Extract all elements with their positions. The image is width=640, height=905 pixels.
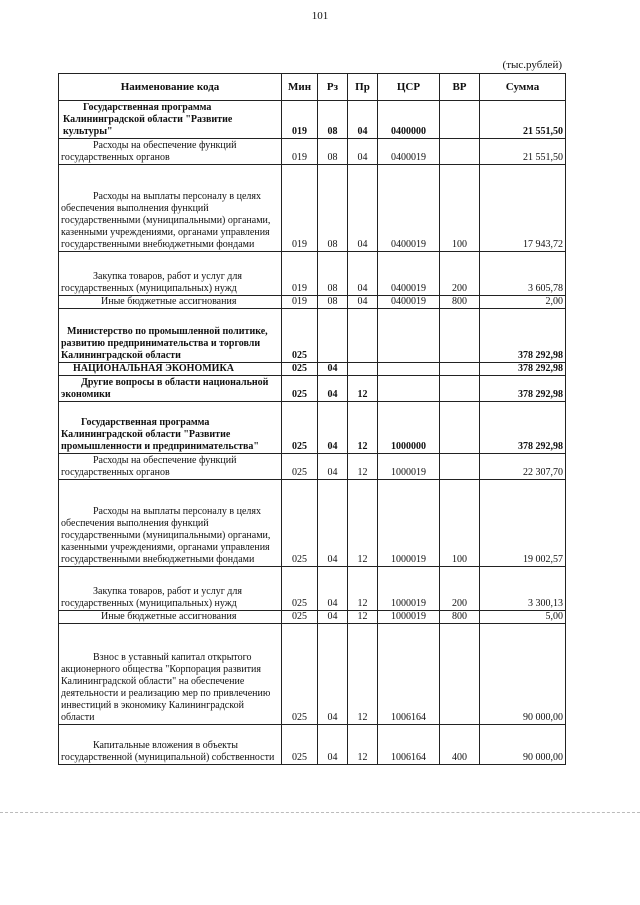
row-sum: 21 551,50 [480, 139, 566, 165]
row-name: Государственная программа Калининградской области "Развитие культуры" [59, 101, 282, 139]
row-rz: 04 [318, 480, 348, 567]
scan-artifact-line [0, 812, 640, 813]
row-min: 019 [282, 101, 318, 139]
row-min: 025 [282, 454, 318, 480]
table-row [59, 624, 566, 725]
row-pr: 04 [348, 252, 378, 296]
row-csr: 1000019 [378, 480, 440, 567]
row-vr [440, 363, 480, 376]
row-rz: 08 [318, 165, 348, 252]
row-min: 025 [282, 567, 318, 611]
row-csr [378, 309, 440, 363]
row-min: 025 [282, 309, 318, 363]
row-sum: 378 292,98 [480, 376, 566, 402]
row-vr [440, 309, 480, 363]
row-name: Расходы на выплаты персоналу в целях обеспечения выполнения функций государственными (муниципальными) органами, казенными учреждениями, органами управления государственными внебюджетными фондами [59, 165, 282, 252]
row-vr [440, 139, 480, 165]
table-row [59, 309, 566, 363]
row-csr: 0400019 [378, 165, 440, 252]
header-sum: Сумма [480, 74, 566, 101]
row-pr [348, 309, 378, 363]
row-sum: 3 605,78 [480, 252, 566, 296]
row-pr: 12 [348, 454, 378, 480]
table-row [59, 376, 566, 402]
row-sum: 19 002,57 [480, 480, 566, 567]
row-csr: 0400019 [378, 296, 440, 309]
row-min: 025 [282, 363, 318, 376]
page-number: 101 [311, 10, 329, 22]
row-csr: 1000019 [378, 611, 440, 624]
row-name: Закупка товаров, работ и услуг для государственных (муниципальных) нужд [59, 252, 282, 296]
row-rz: 04 [318, 363, 348, 376]
row-sum: 22 307,70 [480, 454, 566, 480]
row-rz: 04 [318, 402, 348, 454]
row-name: Расходы на выплаты персоналу в целях обеспечения выполнения функций государственными (муниципальными) органами, казенными учреждениями, органами управления государственными внебюджетными фондами [59, 480, 282, 567]
row-min: 025 [282, 402, 318, 454]
row-sum: 378 292,98 [480, 309, 566, 363]
row-name: Расходы на обеспечение функций государственных органов [59, 139, 282, 165]
row-pr: 12 [348, 480, 378, 567]
row-csr [378, 363, 440, 376]
row-min: 025 [282, 611, 318, 624]
row-pr: 12 [348, 402, 378, 454]
row-pr [348, 363, 378, 376]
row-name: Государственная программа Калининградской области "Развитие промышленности и предпринимательства" [59, 402, 282, 454]
row-csr: 1000000 [378, 402, 440, 454]
row-pr: 04 [348, 165, 378, 252]
row-pr: 12 [348, 725, 378, 765]
row-csr: 0400019 [378, 139, 440, 165]
row-rz: 04 [318, 611, 348, 624]
row-sum: 90 000,00 [480, 725, 566, 765]
table-row [59, 402, 566, 454]
row-rz: 04 [318, 454, 348, 480]
header-min: Мин [282, 74, 318, 101]
row-rz: 08 [318, 139, 348, 165]
table-row [59, 252, 566, 296]
table-row [59, 725, 566, 765]
row-vr: 800 [440, 611, 480, 624]
row-rz: 08 [318, 101, 348, 139]
row-vr: 400 [440, 725, 480, 765]
row-vr [440, 402, 480, 454]
table-row [59, 454, 566, 480]
unit-label: (тыс.рублей) [502, 59, 562, 71]
row-min: 025 [282, 376, 318, 402]
row-name: Иные бюджетные ассигнования [59, 296, 282, 309]
row-vr: 100 [440, 165, 480, 252]
row-pr: 12 [348, 624, 378, 725]
row-vr [440, 376, 480, 402]
table-row [59, 101, 566, 139]
table-row [59, 611, 566, 624]
row-csr: 1000019 [378, 454, 440, 480]
row-name: Расходы на обеспечение функций государственных органов [59, 454, 282, 480]
row-sum: 2,00 [480, 296, 566, 309]
row-pr: 12 [348, 567, 378, 611]
row-vr [440, 101, 480, 139]
row-min: 025 [282, 725, 318, 765]
row-name: Капитальные вложения в объекты государственной (муниципальной) собственности [59, 725, 282, 765]
row-csr: 1006164 [378, 624, 440, 725]
row-rz: 04 [318, 567, 348, 611]
row-rz: 04 [318, 376, 348, 402]
table-header-row [59, 74, 566, 101]
header-pr: Пр [348, 74, 378, 101]
row-name: Иные бюджетные ассигнования [59, 611, 282, 624]
row-vr [440, 624, 480, 725]
row-min: 019 [282, 296, 318, 309]
header-csr: ЦСР [378, 74, 440, 101]
row-sum: 3 300,13 [480, 567, 566, 611]
row-name: Другие вопросы в области национальной экономики [59, 376, 282, 402]
row-vr: 100 [440, 480, 480, 567]
row-pr: 04 [348, 296, 378, 309]
row-rz: 04 [318, 624, 348, 725]
row-csr: 0400019 [378, 252, 440, 296]
row-min: 019 [282, 165, 318, 252]
row-csr: 1000019 [378, 567, 440, 611]
row-vr: 200 [440, 567, 480, 611]
table-row [59, 296, 566, 309]
row-name: Закупка товаров, работ и услуг для государственных (муниципальных) нужд [59, 567, 282, 611]
row-rz: 04 [318, 725, 348, 765]
row-rz: 08 [318, 252, 348, 296]
header-rz: Рз [318, 74, 348, 101]
row-rz: 08 [318, 296, 348, 309]
row-vr: 200 [440, 252, 480, 296]
table-row [59, 363, 566, 376]
row-name: Взнос в уставный капитал открытого акционерного общества "Корпорация развития Калининградской области" на обеспечение деятельности и реализацию мер по привлечению инвестиций в экономику Калининградской области [59, 624, 282, 725]
row-name: Министерство по промышленной политике, развитию предпринимательства и торговли Калининградской области [59, 309, 282, 363]
table-row [59, 567, 566, 611]
budget-table [58, 73, 566, 765]
row-sum: 5,00 [480, 611, 566, 624]
row-vr: 800 [440, 296, 480, 309]
row-sum: 21 551,50 [480, 101, 566, 139]
row-sum: 17 943,72 [480, 165, 566, 252]
row-csr [378, 376, 440, 402]
row-min: 019 [282, 252, 318, 296]
row-csr: 0400000 [378, 101, 440, 139]
table-row [59, 165, 566, 252]
row-sum: 90 000,00 [480, 624, 566, 725]
row-csr: 1006164 [378, 725, 440, 765]
table-row [59, 480, 566, 567]
row-min: 019 [282, 139, 318, 165]
row-sum: 378 292,98 [480, 363, 566, 376]
row-vr [440, 454, 480, 480]
row-pr: 12 [348, 611, 378, 624]
row-rz [318, 309, 348, 363]
row-sum: 378 292,98 [480, 402, 566, 454]
header-vr: ВР [440, 74, 480, 101]
row-pr: 12 [348, 376, 378, 402]
row-pr: 04 [348, 139, 378, 165]
row-name: НАЦИОНАЛЬНАЯ ЭКОНОМИКА [59, 363, 282, 376]
row-min: 025 [282, 624, 318, 725]
table-row [59, 139, 566, 165]
row-min: 025 [282, 480, 318, 567]
row-pr: 04 [348, 101, 378, 139]
header-name: Наименование кода [59, 74, 282, 101]
